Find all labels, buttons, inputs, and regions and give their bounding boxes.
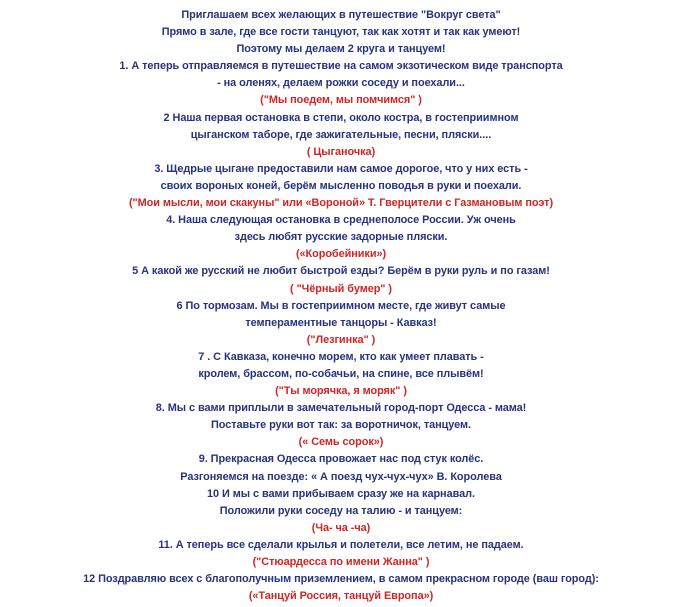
step-9-text-cont: Разгоняемся на поезде: « А поезд чух-чух-чух» В. Королева xyxy=(180,470,502,483)
step-3-text: 3. Щедрые цыгане предоставили нам самое дорогое, что у них есть - xyxy=(154,162,528,175)
step-1-text: 1. А теперь отправляемся в путешествие на самом экзотическом виде транспорта xyxy=(119,60,563,73)
step-10-text: 10 И мы с вами прибываем сразу же на карнавал. xyxy=(207,487,475,500)
step-8-text-cont: Поставьте руки вот так: за воротничок, танцуем. xyxy=(210,419,472,432)
step-11-song: ("Стюардесса по имени Жанна" ) xyxy=(252,556,430,568)
step-4-text: 4. Наша следующая остановка в среднеполосе России. Уж очень xyxy=(166,214,516,227)
step-7-song: ("Ты морячка, я моряк" ) xyxy=(275,385,407,398)
intro-line-1: Приглашаем всех желающих в путешествие "Вокруг света" xyxy=(181,9,501,21)
step-3-song: ("Мои мысли, мои скакуны" или «Вороной» Т. Гверцители с Газмановым поэт) xyxy=(128,197,554,210)
step-11-text: 11. А теперь все сделали крылья и полетели, все летим, не падаем. xyxy=(158,538,524,551)
step-4-song: («Коробейники») xyxy=(295,248,387,261)
step-10-song: (Ча- ча -ча) xyxy=(311,521,371,534)
step-9-text: 9. Прекрасная Одесса провожает нас под стук колёс. xyxy=(198,453,484,466)
step-7-text-cont: кролем, брассом, по-собачьи, на спине, все плывём! xyxy=(198,367,484,380)
step-3-text-cont: своих вороных коней, берём мысленно поводья в руки и поехали. xyxy=(160,179,522,192)
step-2-text-cont: цыганском таборе, где зажигательные, песни, пляски.... xyxy=(190,128,492,141)
intro-line-3: Поэтому мы делаем 2 круга и танцуем! xyxy=(236,43,446,56)
step-1-song: ("Мы поедем, мы помчимся" ) xyxy=(260,94,422,107)
step-5-song: ( "Чёрный бумер" ) xyxy=(290,282,392,295)
step-8-text: 8. Мы с вами приплыли в замечательный город-порт Одесса - мама! xyxy=(155,402,527,415)
step-12-text: 12 Поздравляю всех с благополучным приземлением, в самом прекрасном городе (ваш город): xyxy=(83,573,599,586)
step-2-song: ( Цыганочка) xyxy=(306,145,376,158)
step-1-text-cont: - на оленях, делаем рожки соседу и поехали... xyxy=(217,77,465,90)
intro-line-2: Прямо в зале, где все гости танцуют, так как хотят и так как умеют! xyxy=(161,26,521,39)
step-5-text: 5 А какой же русский не любит быстрой езды? Берём в руки руль и по газам! xyxy=(132,265,550,278)
step-6-text: 6 По тормозам. Мы в гостеприимном месте, где живут самые xyxy=(176,299,506,312)
step-6-text-cont: темпераментные танцоры - Кавказ! xyxy=(245,316,437,329)
step-4-text-cont: здесь любят русские задорные пляски. xyxy=(234,231,448,244)
step-10-text-cont: Положили руки соседу на талию - и танцуем: xyxy=(219,504,463,517)
step-2-text: 2 Наша первая остановка в степи, около костра, в гостеприимном xyxy=(163,111,519,124)
step-8-song: (« Семь сорок») xyxy=(298,436,384,449)
step-12-song: («Танцуй Россия, танцуй Европа») xyxy=(248,590,434,603)
step-6-song: ("Лезгинка" ) xyxy=(306,333,376,346)
step-7-text: 7 . С Кавказа, конечно морем, кто как умеет плавать - xyxy=(198,350,484,363)
